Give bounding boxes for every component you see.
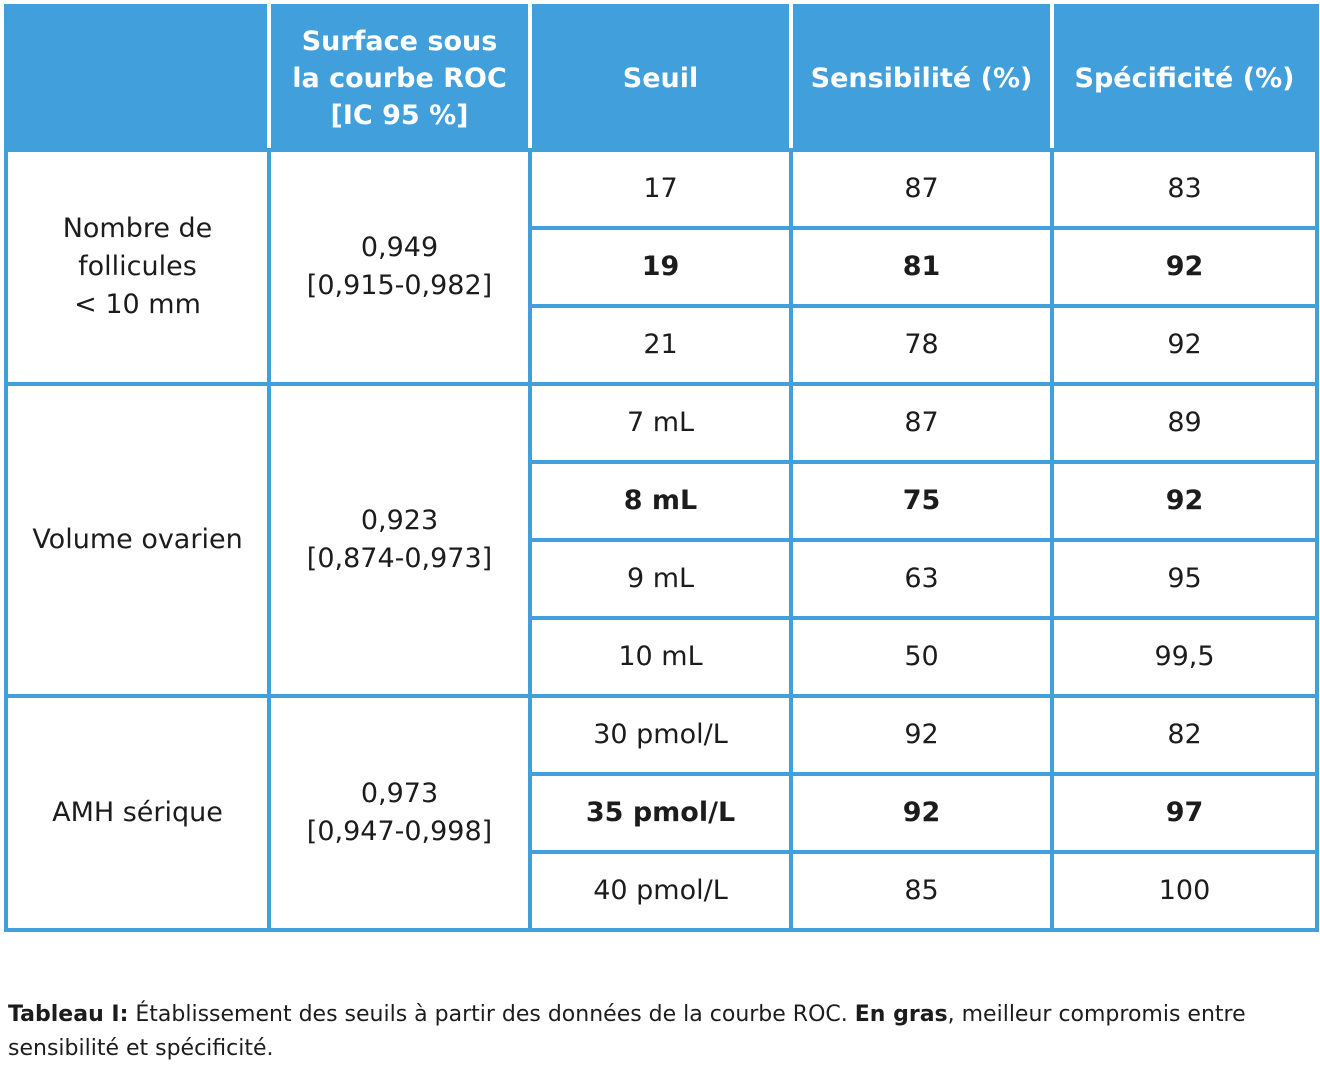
sensibilite-cell: 92 <box>791 774 1052 852</box>
roc-table-container <box>4 4 1315 932</box>
specificite-cell: 100 <box>1052 852 1317 930</box>
specificite-cell: 92 <box>1052 462 1317 540</box>
table-row <box>6 696 1317 774</box>
header-specificite: Spécificité (%) <box>1052 6 1317 150</box>
seuil-cell: 40 pmol/L <box>530 852 791 930</box>
sensibilite-cell: 85 <box>791 852 1052 930</box>
sensibilite-cell: 87 <box>791 384 1052 462</box>
seuil-cell: 10 mL <box>530 618 791 696</box>
caption-label: Tableau I: <box>8 1002 129 1027</box>
seuil-cell: 35 pmol/L <box>530 774 791 852</box>
seuil-cell: 8 mL <box>530 462 791 540</box>
specificite-cell: 97 <box>1052 774 1317 852</box>
header-auc: Surface sous la courbe ROC [IC 95 %] <box>269 6 530 150</box>
specificite-cell: 83 <box>1052 150 1317 228</box>
seuil-cell: 30 pmol/L <box>530 696 791 774</box>
specificite-cell: 82 <box>1052 696 1317 774</box>
sensibilite-cell: 63 <box>791 540 1052 618</box>
specificite-cell: 92 <box>1052 306 1317 384</box>
roc-threshold-table <box>4 4 1319 932</box>
header-row <box>6 6 1317 150</box>
specificite-cell: 89 <box>1052 384 1317 462</box>
caption-bold-text: En gras <box>854 1002 948 1027</box>
caption-text-part1: Établissement des seuils à partir des données de la courbe ROC. <box>128 1002 855 1027</box>
table-row <box>6 384 1317 462</box>
table-caption <box>8 998 1313 1066</box>
seuil-cell: 7 mL <box>530 384 791 462</box>
seuil-cell: 17 <box>530 150 791 228</box>
sensibilite-cell: 87 <box>791 150 1052 228</box>
group-label: Volume ovarien <box>6 384 269 696</box>
sensibilite-cell: 75 <box>791 462 1052 540</box>
seuil-cell: 9 mL <box>530 540 791 618</box>
seuil-cell: 19 <box>530 228 791 306</box>
group-label: AMH sérique <box>6 696 269 930</box>
header-seuil: Seuil <box>530 6 791 150</box>
specificite-cell: 95 <box>1052 540 1317 618</box>
header-sensibilite: Sensibilité (%) <box>791 6 1052 150</box>
specificite-cell: 92 <box>1052 228 1317 306</box>
auc-value: 0,949 [0,915-0,982] <box>269 150 530 384</box>
seuil-cell: 21 <box>530 306 791 384</box>
sensibilite-cell: 81 <box>791 228 1052 306</box>
group-label: Nombre de follicules < 10 mm <box>6 150 269 384</box>
sensibilite-cell: 92 <box>791 696 1052 774</box>
sensibilite-cell: 50 <box>791 618 1052 696</box>
table-header <box>6 6 1317 150</box>
auc-value: 0,973 [0,947-0,998] <box>269 696 530 930</box>
table-body <box>6 150 1317 930</box>
table-row <box>6 150 1317 228</box>
auc-value: 0,923 [0,874-0,973] <box>269 384 530 696</box>
header-empty-cell <box>6 6 269 150</box>
sensibilite-cell: 78 <box>791 306 1052 384</box>
specificite-cell: 99,5 <box>1052 618 1317 696</box>
caption-text-part2: , meilleur compromis entre sensibilité et spécificité. <box>8 1002 1246 1061</box>
